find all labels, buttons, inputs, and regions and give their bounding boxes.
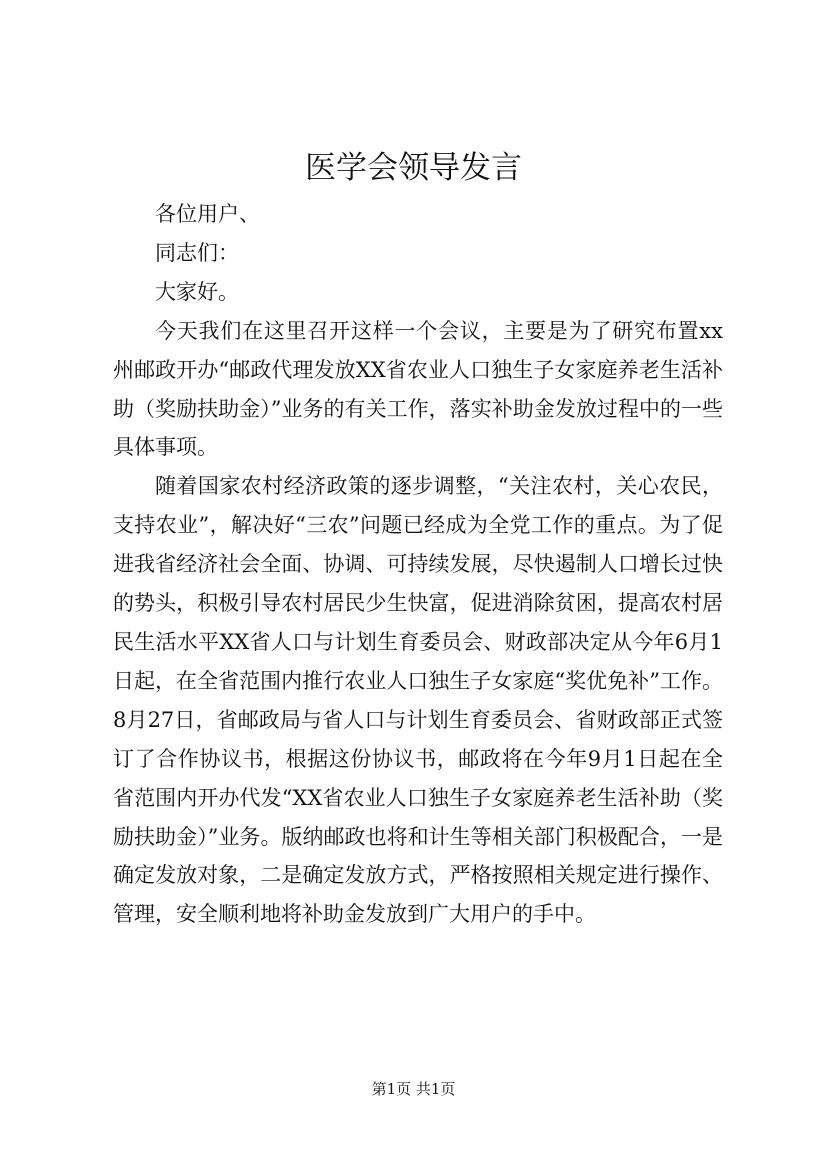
document-body [113, 195, 723, 934]
greeting-line-comrades: 同志们： [155, 240, 239, 265]
greeting-line-users: 各位用户、 [155, 202, 260, 226]
document-title: 医学会领导发言 [305, 150, 522, 186]
greeting-line-hello: 大家好。 [155, 279, 239, 304]
body-paragraph-purpose: 今天我们在这里召开这样一个会议，主要是为了研究布置xx州邮政开办“邮政代理发放XX省农业人口独生子女家庭养老生活补助（奖励扶助金）”业务的有关工作，落实补助金发放过程中的一些具体事项。 [113, 318, 723, 460]
body-paragraph-background: 随着国家农村经济政策的逐步调整，“关注农村，关心农民，支持农业”，解决好“三农”问题已经成为全党工作的重点。为了促进我省经济社会全面、协调、可持续发展，尽快遏制人口增长过快的势头，积极引导农村居民少生快富，促进消除贫困，提高农村居民生活水平XX省人口与计划生育委员会、财政部决定从今年6月1日起，在全省范围内推行农业人口独生子女家庭“奖优免补”工作。8月27日，省邮政局与省人口与计划生育委员会、省财政部正式签订了合作协议书，根据这份协议书，邮政将在今年9月1日起在全省范围内开办代发“XX省农业人口独生子女家庭养老生活补助（奖励扶助金）”业务。版纳邮政也将和计生等相关部门积极配合，一是确定发放对象，二是确定发放方式，严格按照相关规定进行操作、管理，安全顺利地将补助金发放到广大用户的手中。 [113, 474, 723, 927]
page-number-footer: 第1页 共1页 [371, 1080, 456, 1098]
